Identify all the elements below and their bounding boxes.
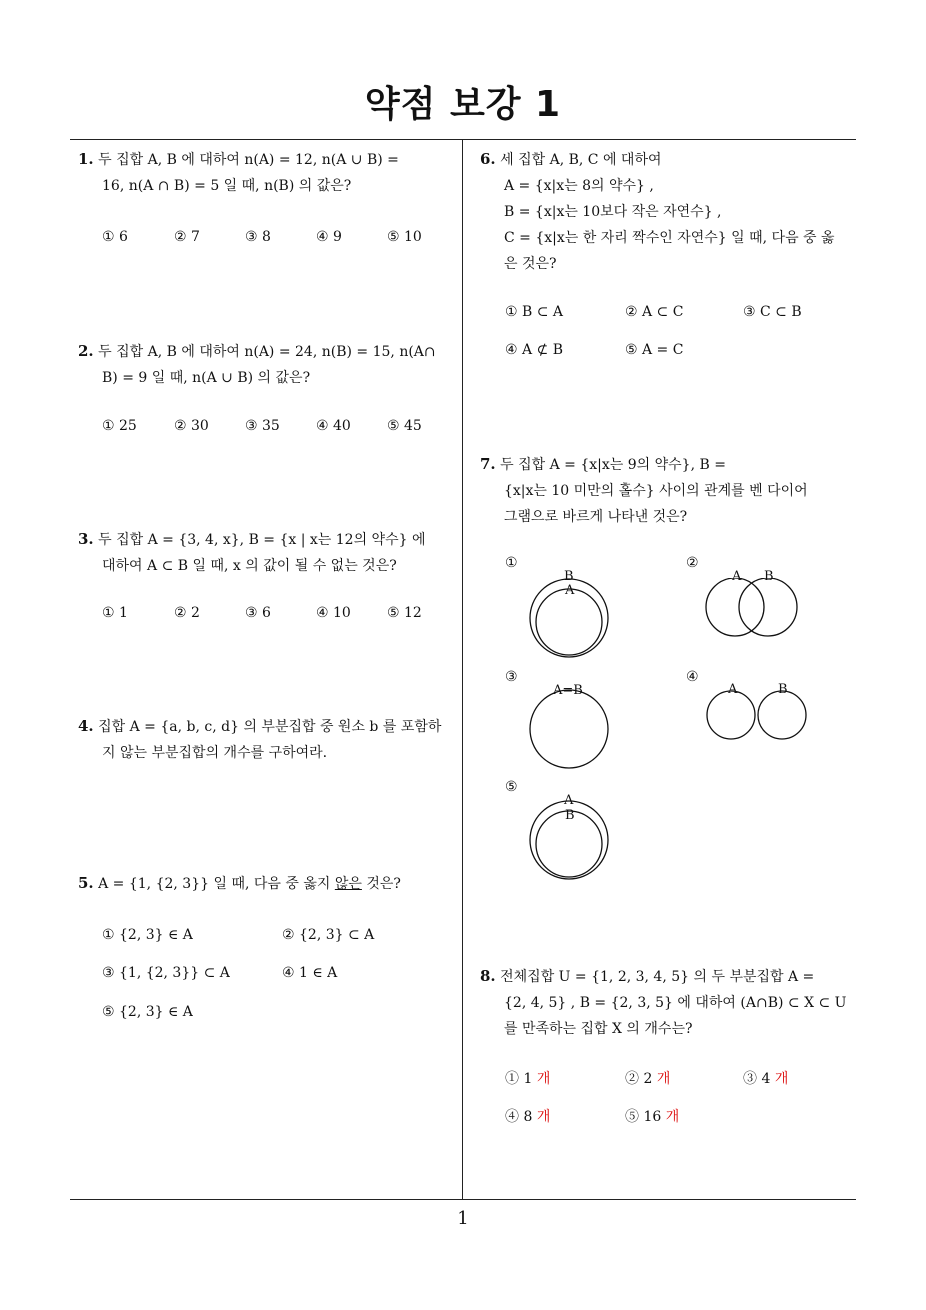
choice-3[interactable]: ③ 35 (245, 418, 280, 434)
venn-option-2-mark[interactable]: ② (686, 555, 699, 571)
choice-unit: 개 (536, 1071, 551, 1087)
bottom-rule (70, 1199, 856, 1200)
choice-2[interactable]: ② {2, 3} ⊂ A (282, 927, 375, 943)
choice-3[interactable] (743, 1068, 788, 1088)
question-text: 은 것은? (504, 256, 557, 272)
choice-1[interactable]: ① {2, 3} ∈ A (102, 927, 193, 943)
question-6 (480, 146, 860, 277)
venn-label: B (778, 682, 788, 697)
question-text: 전체집합 U = {1, 2, 3, 4, 5} 의 두 부분집합 A = (500, 969, 815, 985)
choice-mark: ⑤ 16 (625, 1109, 662, 1125)
choice-unit: 개 (656, 1071, 671, 1087)
choice-4[interactable]: ④ A ⊄ B (505, 342, 564, 358)
question-text: C = {x|x는 한 자리 짝수인 자연수} 일 때, 다음 중 옳 (504, 230, 835, 246)
question-number: 2. (78, 342, 94, 360)
venn-option-1-mark[interactable]: ① (505, 555, 518, 571)
choice-2[interactable]: ② A ⊂ C (625, 304, 684, 320)
question-number: 8. (480, 967, 496, 985)
venn-option-5-mark[interactable]: ⑤ (505, 779, 518, 795)
question-1 (78, 146, 458, 199)
question-text: 16, n(A ∩ B) = 5 일 때, n(B) 의 값은? (102, 178, 352, 194)
question-number: 4. (78, 717, 94, 735)
choice-unit: 개 (774, 1071, 789, 1087)
choice-4[interactable]: ④ 1 ∈ A (282, 965, 338, 981)
question-text: 두 집합 A = {x|x는 9의 약수}, B = (500, 457, 726, 473)
venn-option-3-mark[interactable]: ③ (505, 669, 518, 685)
choice-2[interactable]: ② 30 (174, 418, 209, 434)
choice-3[interactable]: ③ C ⊂ B (743, 304, 802, 320)
question-text: 두 집합 A = {3, 4, x}, B = {x | x는 12의 약수} 에 (98, 532, 426, 548)
choice-3[interactable]: ③ {1, {2, 3}} ⊂ A (102, 965, 230, 981)
question-number: 3. (78, 530, 94, 548)
question-5 (78, 870, 458, 897)
question-text: 집합 A = {a, b, c, d} 의 부분집합 중 원소 b 를 포함하 (98, 719, 442, 735)
choice-mark: ② 2 (625, 1071, 653, 1087)
choice-mark: ③ 4 (743, 1071, 771, 1087)
question-text: {2, 4, 5} , B = {2, 3, 5} 에 대하여 (A∩B) ⊂ X ⊂ U (504, 995, 847, 1011)
choice-1[interactable]: ① 1 (102, 605, 128, 621)
choice-1[interactable]: ① B ⊂ A (505, 304, 564, 320)
venn-label: B (764, 569, 774, 584)
choice-unit: 개 (536, 1109, 551, 1125)
venn-label: B (565, 808, 575, 823)
choice-5[interactable]: ⑤ {2, 3} ∈ A (102, 1004, 193, 1020)
choice-3[interactable]: ③ 8 (245, 229, 271, 245)
question-text: 를 만족하는 집합 X 의 개수는? (504, 1021, 693, 1037)
choice-3[interactable]: ③ 6 (245, 605, 271, 621)
venn-diagram-3[interactable] (527, 688, 611, 770)
question-4 (78, 713, 458, 766)
question-8 (480, 963, 860, 1042)
choice-5[interactable]: ⑤ 10 (387, 229, 422, 245)
choice-2[interactable]: ② 2 (174, 605, 200, 621)
question-text: 대하여 A ⊂ B 일 때, x 의 값이 될 수 없는 것은? (102, 558, 397, 574)
choice-1[interactable] (505, 1068, 550, 1088)
question-text: B) = 9 일 때, n(A ∪ B) 의 값은? (102, 370, 311, 386)
question-text: {x|x는 10 미만의 홀수} 사이의 관계를 벤 다이어 (504, 483, 808, 499)
choice-mark: ① 1 (505, 1071, 533, 1087)
top-rule (70, 139, 856, 140)
question-text: 것은? (361, 876, 401, 892)
choice-2[interactable] (625, 1068, 670, 1088)
choice-1[interactable]: ① 25 (102, 418, 137, 434)
question-text: 지 않는 부분집합의 개수를 구하여라. (102, 745, 328, 761)
question-number: 5. (78, 874, 94, 892)
choice-5[interactable]: ⑤ A = C (625, 342, 684, 358)
choice-mark: ④ 8 (505, 1109, 533, 1125)
choice-4[interactable] (505, 1106, 550, 1126)
question-number: 7. (480, 455, 496, 473)
question-text: 두 집합 A, B 에 대하여 n(A) = 24, n(B) = 15, n(A∩ (98, 344, 436, 360)
choice-5[interactable] (625, 1106, 679, 1126)
choice-2[interactable]: ② 7 (174, 229, 200, 245)
question-text: A = {1, {2, 3}} 일 때, 다음 중 옳지 (98, 876, 335, 892)
venn-option-4-mark[interactable]: ④ (686, 669, 699, 685)
choice-1[interactable]: ① 6 (102, 229, 128, 245)
choice-unit: 개 (665, 1109, 680, 1125)
choice-5[interactable]: ⑤ 45 (387, 418, 422, 434)
venn-label: B (564, 569, 574, 584)
question-number: 6. (480, 150, 496, 168)
venn-diagram-4[interactable] (705, 690, 809, 742)
choice-4[interactable]: ④ 9 (316, 229, 342, 245)
choice-4[interactable]: ④ 40 (316, 418, 351, 434)
page-title: 약점 보강 1 (364, 84, 562, 125)
venn-label: A (732, 569, 742, 584)
column-divider (462, 140, 463, 1200)
question-text: 그램으로 바르게 나타낸 것은? (504, 509, 688, 525)
question-text: 세 집합 A, B, C 에 대하여 (500, 152, 662, 168)
question-text: A = {x|x는 8의 약수} , (504, 178, 654, 194)
question-text: 두 집합 A, B 에 대하여 n(A) = 12, n(A ∪ B) = (98, 152, 399, 168)
venn-label: A (728, 682, 738, 697)
choice-5[interactable]: ⑤ 12 (387, 605, 422, 621)
choice-4[interactable]: ④ 10 (316, 605, 351, 621)
underlined-word: 않은 (334, 876, 362, 892)
venn-diagram-2[interactable] (704, 578, 804, 640)
question-7 (480, 451, 860, 530)
question-number: 1. (78, 150, 94, 168)
question-2 (78, 338, 458, 391)
question-3 (78, 526, 458, 579)
venn-label: A=B (553, 683, 583, 698)
page-number: 1 (457, 1208, 469, 1229)
venn-label: A (564, 793, 574, 808)
question-text: B = {x|x는 10보다 작은 자연수} , (504, 204, 722, 220)
venn-label: A (565, 583, 575, 598)
